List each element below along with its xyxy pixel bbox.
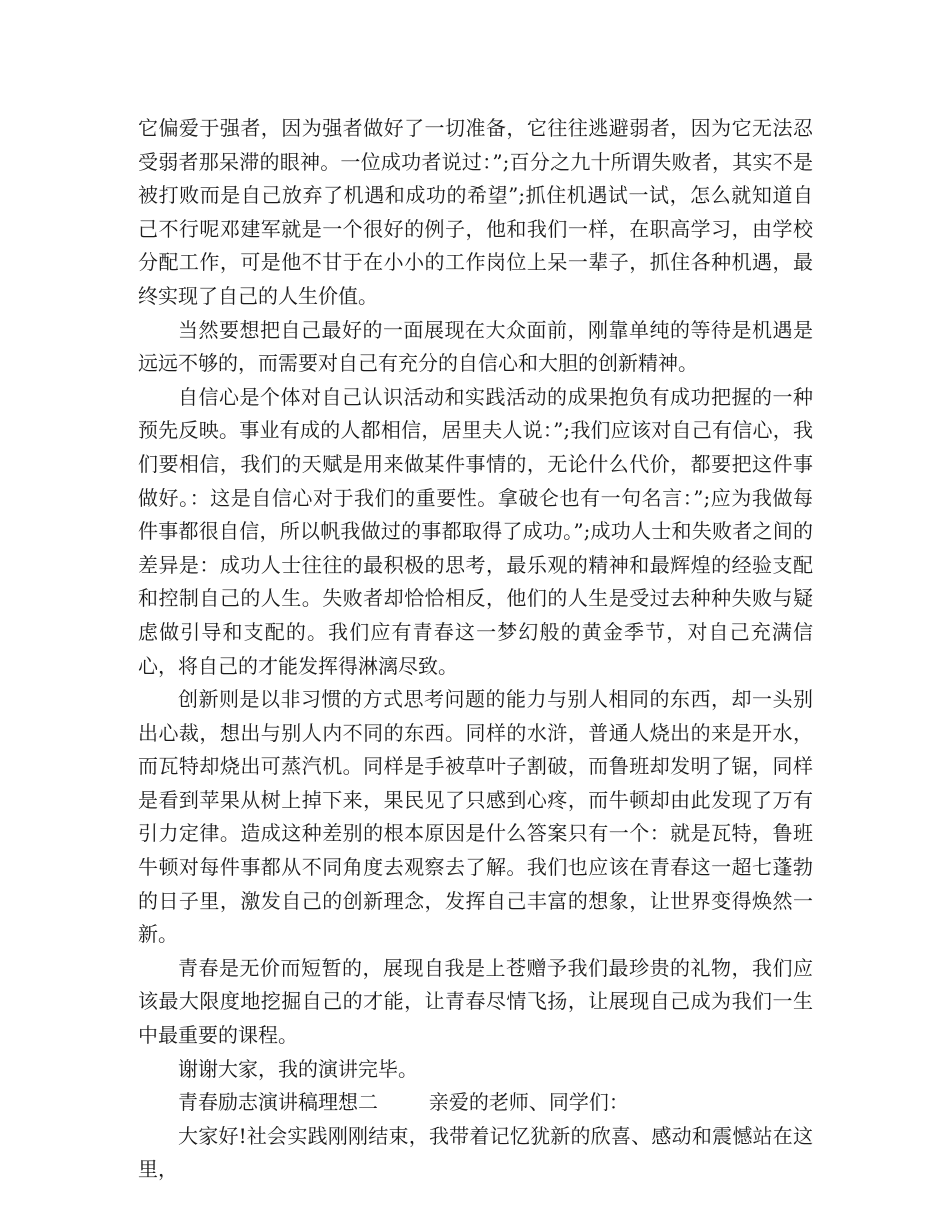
paragraph-3: 自信心是个体对自己认识活动和实践活动的成果抱负有成功把握的一种预先反映。事业有成的人都相信，居里夫人说：”;我们应该对自己有信心，我们要相信，我们的天赋是用来做某件事情的，无论什么代价，都要把这件事做好。：这是自信心对于我们的重要性。拿破仑也有一句名言：”;应为我做每件事都很自信，所以帆我做过的事都取得了成功。”;成功人士和失败者之间的差异是：成功人士往往的最积极的思考，最乐观的精神和最辉煌的经验支配和控制自己的人生。失败者却恰恰相反，他们的人生是受过去种种失败与疑虑做引导和支配的。我们应有青春这一梦幻般的黄金季节，对自己充满信心，将自己的才能发挥得淋漓尽致。	[138, 384, 813, 678]
paragraph-2: 当然要想把自己最好的一面展现在大众面前，刚靠单纯的等待是机遇是远远不够的，而需要对自己有充分的自信心和大胆的创新精神。	[138, 317, 813, 376]
paragraph-last: 大家好!社会实践刚刚结束，我带着记忆犹新的欣喜、感动和震憾站在这里，	[138, 1123, 813, 1182]
speech-heading-line	[138, 1086, 813, 1120]
speech-title: 青春励志演讲稿理想二	[178, 1090, 378, 1115]
document-body	[138, 112, 813, 1187]
paragraph-4: 创新则是以非习惯的方式思考问题的能力与别人相同的东西，却一头别出心裁，想出与别人内不同的东西。同样的水浒，普通人烧出的来是开水，而瓦特却烧出可蒸汽机。同样是手被草叶子割破，而鲁班却发明了锯，同样是看到苹果从树上掉下来，果民见了只感到心疼，而牛顿却由此发现了万有引力定律。造成这种差别的根本原因是什么答案只有一个：就是瓦特，鲁班牛顿对每件事都从不同角度去观察去了解。我们也应该在青春这一超七蓬勃的日子里，激发自己的创新理念，发挥自己丰富的想象，让世界变得焕然一新。	[138, 687, 813, 947]
paragraph-5: 青春是无价而短暂的，展现自我是上苍赠予我们最珍贵的礼物，我们应该最大限度地挖掘自己的才能，让青春尽情飞扬，让展现自己成为我们一生中最重要的课程。	[138, 955, 813, 1048]
paragraph-1: 它偏爱于强者，因为强者做好了一切准备，它往往逃避弱者，因为它无法忍受弱者那呆滞的眼神。一位成功者说过：”;百分之九十所谓失败者，其实不是被打败而是自己放弃了机遇和成功的希望”;抓住机遇试一试，怎么就知道自己不行呢邓建军就是一个很好的例子，他和我们一样，在职高学习，由学校分配工作，可是他不甘于在小小的工作岗位上呆一辈子，抓住各种机遇，最终实现了自己的人生价值。	[138, 116, 813, 308]
speech-salutation: 亲爱的老师、同学们：	[428, 1090, 629, 1115]
paragraph-6: 谢谢大家，我的演讲完毕。	[178, 1056, 418, 1081]
